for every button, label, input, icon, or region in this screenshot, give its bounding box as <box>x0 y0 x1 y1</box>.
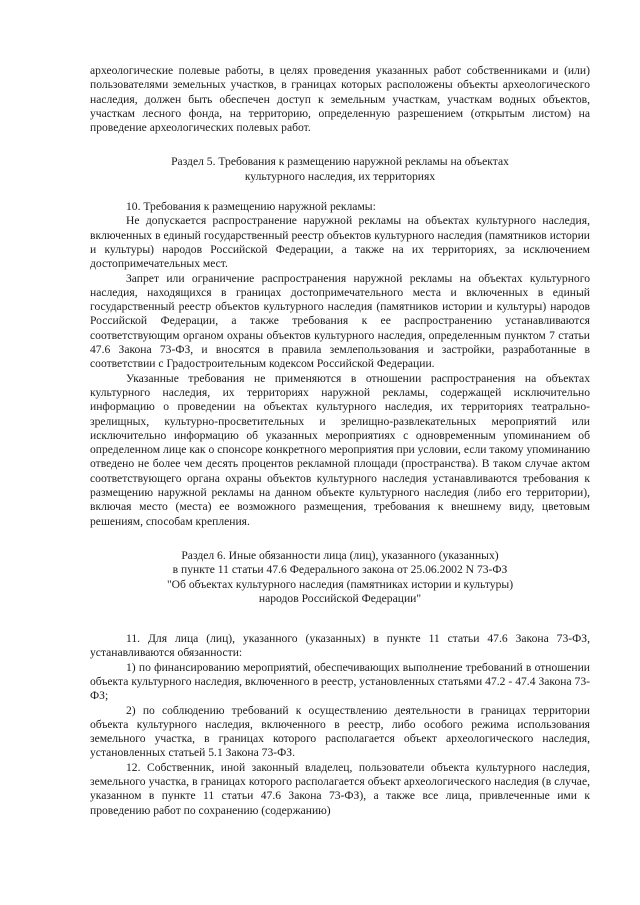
paragraph-11-heading: 11. Для лица (лиц), указанного (указанных) в пункте 11 статьи 47.6 Закона 73-ФЗ, устанавливаются обязанности: <box>90 632 590 660</box>
section-6-title-line-1: Раздел 6. Иные обязанности лица (лиц), указанного (указанных) <box>181 548 499 562</box>
section-5-title-line-1: Раздел 5. Требования к размещению наружной рекламы на объектах <box>171 155 509 169</box>
paragraph-intro: археологические полевые работы, в целях проведения указанных работ собственниками и (или) пользователями земельных участков, в границах которых расположены объекты археологического наследия, должен быть обеспечен доступ к земельным участкам, участкам водных объектов, участкам лесного фонда, на территорию, определенную разрешением (открытым листом) на проведение археологических полевых работ. <box>90 64 590 135</box>
section-6-title-line-3: "Об объектах культурного наследия (памятниках истории и культуры) <box>166 577 514 591</box>
paragraph-10-c: Указанные требования не применяются в отношении распространения на объектах культурного наследия, их территориях наружной рекламы, содержащей исключительно информацию о проведении на объектах культурного наследия, их территориях театрально-зрелищных, культурно-просветительных и зрелищно-развлекательных мероприятий или исключительно информацию об указанных мероприятиях с одновременным упоминанием об определенном лице как о спонсоре конкретного мероприятия при условии, если такому упоминанию отведено не более чем десять процентов рекламной площади (пространства). В таком случае актом соответствующего органа охраны объектов культурного наследия устанавливаются требования к размещению наружной рекламы на данном объекте культурного наследия (либо его территории), включая место (места) ее возможного размещения, требования к внешнему виду, цветовым решениям, способам крепления. <box>90 371 590 528</box>
section-5-title-line-2: культурного наследия, их территориях <box>244 169 436 183</box>
paragraph-11-item-1: 1) по финансированию мероприятий, обеспечивающих выполнение требований в отношении объекта культурного наследия, включенного в реестр, установленных статьями 47.2 - 47.4 Закона 73-ФЗ; <box>90 660 590 703</box>
paragraph-11-item-2: 2) по соблюдению требований к осуществлению деятельности в границах территории объекта культурного наследия, включенного в реестр, либо особого режима использования земельного участка, в границах которого располагается объект археологического наследия, установленных статьей 5.1 Закона 73-ФЗ. <box>90 703 590 760</box>
paragraph-10-b: Запрет или ограничение распространения наружной рекламы на объектах культурного наследия, находящихся в границах достопримечательного места и включенных в единый государственный реестр объектов культурного наследия (памятников истории и культуры) народов Российской Федерации, а также требования к ее распространению устанавливаются соответствующим органом охраны объектов культурного наследия, определенным пунктом 7 статьи 47.6 Закона 73-ФЗ, и вносятся в правила землепользования и застройки, разработанные в соответствии с Градостроительным кодексом Российской Федерации. <box>90 271 590 371</box>
section-6-title-line-2: в пункте 11 статьи 47.6 Федерального закона от 25.06.2002 N 73-ФЗ <box>172 563 508 577</box>
paragraph-10-a: Не допускается распространение наружной рекламы на объектах культурного наследия, включенных в единый государственный реестр объектов культурного наследия (памятников истории и культуры) народов Российской Федерации, а также на их территориях, за исключением достопримечательных мест. <box>90 214 590 271</box>
section-6-title-line-4: народов Российской Федерации" <box>258 591 422 605</box>
paragraph-12: 12. Собственник, иной законный владелец, пользователи объекта культурного наследия, земельного участка, в границах которого располагается объект археологического наследия (в случае, указанном в пункте 11 статьи 47.6 Закона 73-ФЗ), а также все лица, привлеченные ими к проведению работ по сохранению (содержанию) <box>90 760 590 817</box>
paragraph-10-heading: 10. Требования к размещению наружной рекламы: <box>126 200 376 214</box>
